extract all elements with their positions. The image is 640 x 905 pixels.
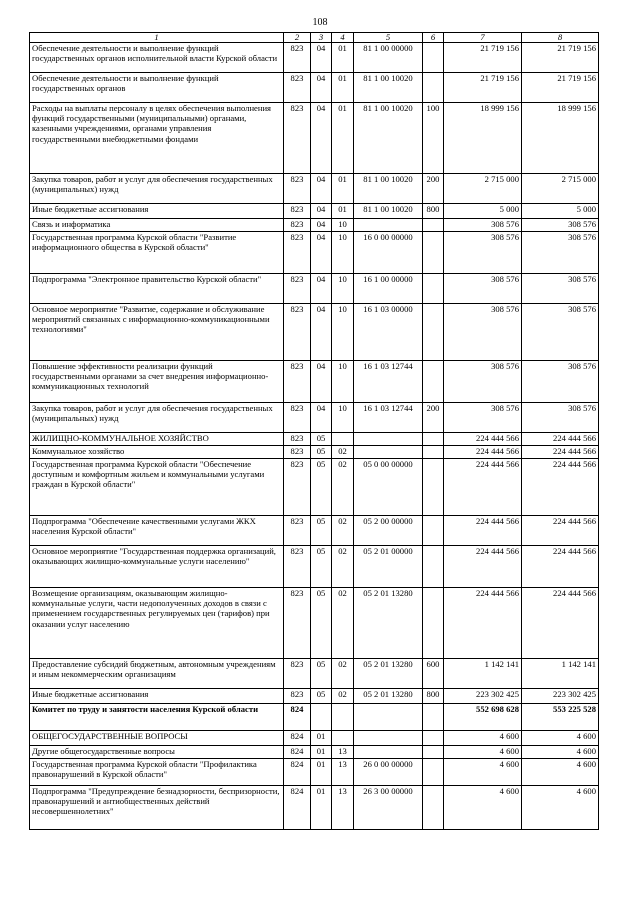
cell-rz: 04 [311,304,332,361]
table-row [30,304,599,361]
cell-pr: 01 [332,103,354,174]
cell-name: Обеспечение деятельности и выполнение функций государственных органов [30,73,284,103]
cell-vr [423,73,444,103]
cell-sum1: 21 719 156 [444,73,522,103]
cell-csr [354,433,423,446]
cell-csr [354,746,423,759]
cell-vr [423,546,444,588]
cell-csr: 16 1 00 00000 [354,274,423,304]
cell-rz: 01 [311,746,332,759]
cell-pr: 10 [332,361,354,403]
cell-vr [423,304,444,361]
cell-pr [332,704,354,731]
cell-vr: 600 [423,659,444,689]
cell-pr: 10 [332,232,354,274]
cell-sum1: 308 576 [444,403,522,433]
cell-sum1: 4 600 [444,786,522,830]
cell-sum1: 1 142 141 [444,659,522,689]
cell-rz: 04 [311,274,332,304]
cell-name: Возмещение организациям, оказывающим жилищно-коммунальные услуги, части недополученных доходов в связи с применением государственных регулируемых цен (тарифов) при оказании услуг населению [30,588,284,659]
cell-rz: 04 [311,232,332,274]
cell-sum2: 224 444 566 [522,516,599,546]
cell-csr: 16 0 00 00000 [354,232,423,274]
cell-name: ЖИЛИЩНО-КОММУНАЛЬНОЕ ХОЗЯЙСТВО [30,433,284,446]
cell-name: Подпрограмма "Обеспечение качественными услугами ЖКХ населения Курской области" [30,516,284,546]
table-row [30,73,599,103]
cell-sum2: 4 600 [522,786,599,830]
header-cell: 3 [311,33,332,43]
cell-pr: 02 [332,659,354,689]
table-row [30,219,599,232]
cell-csr: 16 1 03 12744 [354,361,423,403]
cell-vr [423,433,444,446]
cell-gr: 824 [284,786,311,830]
cell-pr: 13 [332,746,354,759]
cell-name: Основное мероприятие "Государственная поддержка организаций, оказывающих жилищно-коммунальные услуги населению" [30,546,284,588]
cell-rz: 05 [311,433,332,446]
cell-sum1: 224 444 566 [444,588,522,659]
header-cell: 4 [332,33,354,43]
cell-name: Коммунальное хозяйство [30,446,284,459]
cell-pr: 10 [332,403,354,433]
table-row [30,361,599,403]
cell-vr [423,274,444,304]
cell-sum1: 4 600 [444,746,522,759]
cell-csr: 81 1 00 10020 [354,204,423,219]
cell-rz: 04 [311,204,332,219]
table-row [30,274,599,304]
cell-pr: 13 [332,786,354,830]
cell-sum2: 21 719 156 [522,43,599,73]
cell-rz: 01 [311,759,332,786]
page-number: 108 [312,17,328,28]
cell-rz: 05 [311,446,332,459]
cell-vr [423,746,444,759]
cell-name: ОБЩЕГОСУДАРСТВЕННЫЕ ВОПРОСЫ [30,731,284,746]
cell-gr: 823 [284,219,311,232]
cell-gr: 823 [284,588,311,659]
cell-name: Государственная программа Курской области "Профилактика правонарушений в Курской области" [30,759,284,786]
cell-vr: 200 [423,174,444,204]
cell-sum1: 552 698 628 [444,704,522,731]
cell-csr: 05 0 00 00000 [354,459,423,516]
header-cell: 7 [444,33,522,43]
cell-csr [354,704,423,731]
cell-rz: 04 [311,174,332,204]
cell-rz: 05 [311,689,332,704]
cell-pr: 02 [332,546,354,588]
table-header-row [30,33,599,43]
cell-sum1: 224 444 566 [444,459,522,516]
cell-name: Иные бюджетные ассигнования [30,689,284,704]
cell-gr: 823 [284,232,311,274]
table-row [30,516,599,546]
table-row [30,232,599,274]
cell-csr: 05 2 01 13280 [354,689,423,704]
cell-pr: 10 [332,304,354,361]
cell-gr: 823 [284,274,311,304]
cell-sum2: 4 600 [522,746,599,759]
cell-sum2: 553 225 528 [522,704,599,731]
cell-rz: 04 [311,43,332,73]
cell-sum2: 224 444 566 [522,546,599,588]
table-row [30,546,599,588]
cell-gr: 823 [284,433,311,446]
cell-sum1: 308 576 [444,361,522,403]
cell-sum2: 308 576 [522,232,599,274]
cell-sum2: 2 715 000 [522,174,599,204]
cell-vr [423,516,444,546]
cell-vr [423,361,444,403]
cell-vr [423,786,444,830]
cell-rz [311,704,332,731]
cell-vr [423,731,444,746]
cell-sum2: 224 444 566 [522,459,599,516]
cell-vr: 800 [423,689,444,704]
cell-csr: 05 2 00 00000 [354,516,423,546]
cell-pr: 01 [332,174,354,204]
table-row [30,459,599,516]
cell-rz: 04 [311,219,332,232]
cell-name: Закупка товаров, работ и услуг для обеспечения государственных (муниципальных) нужд [30,403,284,433]
cell-gr: 823 [284,103,311,174]
cell-gr: 823 [284,304,311,361]
cell-rz: 04 [311,361,332,403]
cell-pr: 10 [332,219,354,232]
cell-sum1: 4 600 [444,759,522,786]
cell-gr: 824 [284,759,311,786]
cell-gr: 823 [284,174,311,204]
cell-csr [354,446,423,459]
cell-csr: 26 0 00 00000 [354,759,423,786]
cell-rz: 04 [311,403,332,433]
cell-pr: 01 [332,43,354,73]
cell-gr: 823 [284,204,311,219]
cell-sum2: 4 600 [522,759,599,786]
cell-sum2: 5 000 [522,204,599,219]
cell-pr [332,731,354,746]
cell-name: Подпрограмма "Электронное правительство Курской области" [30,274,284,304]
table-row [30,588,599,659]
budget-table [29,32,599,830]
cell-csr: 16 1 03 00000 [354,304,423,361]
cell-csr: 05 2 01 13280 [354,588,423,659]
cell-gr: 823 [284,689,311,704]
cell-gr: 823 [284,43,311,73]
cell-pr [332,433,354,446]
cell-vr [423,446,444,459]
cell-sum1: 308 576 [444,274,522,304]
cell-vr: 800 [423,204,444,219]
cell-csr: 26 3 00 00000 [354,786,423,830]
header-cell: 1 [30,33,284,43]
table-row [30,704,599,731]
cell-sum2: 308 576 [522,274,599,304]
cell-name: Подпрограмма "Предупреждение безнадзорности, беспризорности, правонарушений и антиобщественных действий несовершеннолетних" [30,786,284,830]
cell-rz: 05 [311,459,332,516]
cell-csr [354,219,423,232]
cell-vr: 200 [423,403,444,433]
cell-vr [423,704,444,731]
cell-pr: 01 [332,204,354,219]
cell-sum2: 224 444 566 [522,588,599,659]
cell-rz: 05 [311,546,332,588]
cell-pr: 10 [332,274,354,304]
cell-name: Предоставление субсидий бюджетным, автономным учреждениям и иным некоммерческим организациям [30,659,284,689]
cell-sum1: 224 444 566 [444,546,522,588]
cell-csr: 81 1 00 00000 [354,43,423,73]
cell-csr: 81 1 00 10020 [354,174,423,204]
cell-sum1: 223 302 425 [444,689,522,704]
cell-gr: 823 [284,546,311,588]
cell-csr: 16 1 03 12744 [354,403,423,433]
cell-csr: 05 2 01 13280 [354,659,423,689]
cell-csr: 81 1 00 10020 [354,73,423,103]
header-cell: 8 [522,33,599,43]
cell-sum1: 224 444 566 [444,433,522,446]
table-row [30,204,599,219]
cell-gr: 823 [284,659,311,689]
cell-pr: 02 [332,459,354,516]
cell-sum1: 4 600 [444,731,522,746]
table-row [30,731,599,746]
cell-vr [423,588,444,659]
cell-gr: 824 [284,704,311,731]
cell-sum2: 308 576 [522,304,599,361]
cell-sum1: 2 715 000 [444,174,522,204]
cell-name: Повышение эффективности реализации функций государственными органами за счет внедрения информационно-коммуникационных технологий [30,361,284,403]
cell-sum2: 308 576 [522,219,599,232]
cell-sum1: 5 000 [444,204,522,219]
cell-vr [423,219,444,232]
table-row [30,103,599,174]
cell-vr: 100 [423,103,444,174]
cell-sum1: 308 576 [444,304,522,361]
table-row [30,43,599,73]
cell-vr [423,232,444,274]
cell-sum1: 308 576 [444,219,522,232]
cell-csr [354,731,423,746]
header-cell: 2 [284,33,311,43]
cell-vr [423,43,444,73]
table-row [30,759,599,786]
table-row [30,786,599,830]
cell-csr: 81 1 00 10020 [354,103,423,174]
cell-name: Обеспечение деятельности и выполнение функций государственных органов исполнительной власти Курской области [30,43,284,73]
cell-sum1: 18 999 156 [444,103,522,174]
cell-sum2: 308 576 [522,403,599,433]
cell-rz: 01 [311,731,332,746]
cell-sum2: 21 719 156 [522,73,599,103]
table-row [30,746,599,759]
cell-gr: 824 [284,731,311,746]
cell-name: Основное мероприятие "Развитие, содержание и обслуживание мероприятий связанных с информационно-коммуникационными технологиями" [30,304,284,361]
header-cell: 6 [423,33,444,43]
cell-gr: 823 [284,459,311,516]
table-row [30,174,599,204]
cell-pr: 01 [332,73,354,103]
cell-name: Иные бюджетные ассигнования [30,204,284,219]
cell-sum2: 18 999 156 [522,103,599,174]
cell-sum1: 224 444 566 [444,446,522,459]
cell-sum2: 224 444 566 [522,433,599,446]
cell-gr: 823 [284,446,311,459]
table-row [30,659,599,689]
table-row [30,433,599,446]
cell-sum1: 308 576 [444,232,522,274]
cell-rz: 05 [311,588,332,659]
cell-name: Расходы на выплаты персоналу в целях обеспечения выполнения функций государственными (муниципальными) органами, казенными учреждениями, органами управления государственными внебюджетными фондами [30,103,284,174]
cell-name: Другие общегосударственные вопросы [30,746,284,759]
cell-sum2: 224 444 566 [522,446,599,459]
cell-sum2: 1 142 141 [522,659,599,689]
cell-sum1: 21 719 156 [444,43,522,73]
cell-rz: 01 [311,786,332,830]
cell-gr: 823 [284,361,311,403]
table-row [30,403,599,433]
cell-vr [423,459,444,516]
cell-sum2: 4 600 [522,731,599,746]
cell-name: Государственная программа Курской области "Развитие информационного общества в Курской области" [30,232,284,274]
cell-name: Комитет по труду и занятости населения Курской области [30,704,284,731]
cell-pr: 02 [332,588,354,659]
cell-name: Связь и информатика [30,219,284,232]
cell-rz: 04 [311,73,332,103]
cell-sum2: 308 576 [522,361,599,403]
cell-pr: 02 [332,516,354,546]
cell-rz: 05 [311,516,332,546]
cell-gr: 823 [284,516,311,546]
table-row [30,446,599,459]
cell-vr [423,759,444,786]
cell-name: Государственная программа Курской области "Обеспечение доступным и комфортным жильем и коммунальными услугами граждан в Курской области" [30,459,284,516]
cell-csr: 05 2 01 00000 [354,546,423,588]
cell-pr: 13 [332,759,354,786]
cell-gr: 823 [284,403,311,433]
cell-sum2: 223 302 425 [522,689,599,704]
cell-sum1: 224 444 566 [444,516,522,546]
cell-rz: 05 [311,659,332,689]
cell-pr: 02 [332,446,354,459]
cell-gr: 823 [284,73,311,103]
cell-pr: 02 [332,689,354,704]
header-cell: 5 [354,33,423,43]
cell-gr: 824 [284,746,311,759]
cell-rz: 04 [311,103,332,174]
table-row [30,689,599,704]
cell-name: Закупка товаров, работ и услуг для обеспечения государственных (муниципальных) нужд [30,174,284,204]
